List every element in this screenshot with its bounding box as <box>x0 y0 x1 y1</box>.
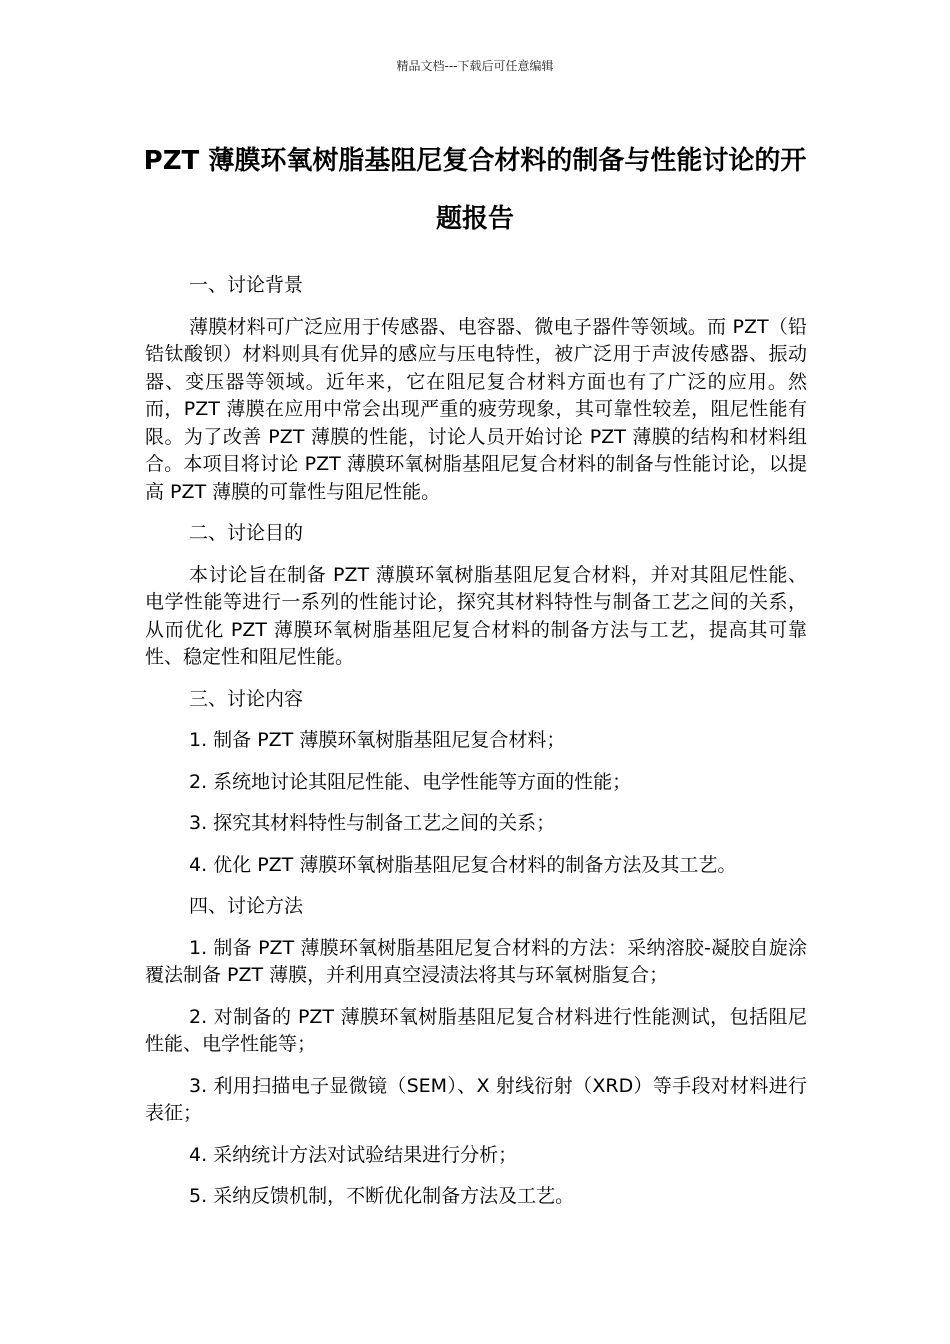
document-title: PZT 薄膜环氧树脂基阻尼复合材料的制备与性能讨论的开题报告 <box>143 146 807 234</box>
section-heading-background: 一、讨论背景 <box>189 274 304 296</box>
method-item: 4. 采纳统计方法对试验结果进行分析； <box>189 1143 518 1166</box>
method-item: 1. 制备 PZT 薄膜环氧树脂基阻尼复合材料的方法：采纳溶胶-凝胶自旋涂覆法制备 PZT 薄膜，并利用真空浸渍法将其与环氧树脂复合； <box>145 936 807 986</box>
header-note: 精品文档---下载后可任意编辑 <box>396 59 554 73</box>
section-heading-method: 四、讨论方法 <box>189 895 304 917</box>
method-item: 3. 利用扫描电子显微镜（SEM）、X 射线衍射（XRD）等手段对材料进行表征； <box>145 1074 807 1124</box>
content-item: 4. 优化 PZT 薄膜环氧树脂基阻尼复合材料的制备方法及其工艺。 <box>189 853 737 876</box>
document-body <box>145 272 807 1225</box>
purpose-paragraph: 本讨论旨在制备 PZT 薄膜环氧树脂基阻尼复合材料，并对其阻尼性能、电学性能等进行一系列的性能讨论，探究其材料特性与制备工艺之间的关系，从而优化 PZT 薄膜环氧树脂基阻尼复合材料的制备方法与工艺，提高其可靠性、稳定性和阻尼性能。 <box>145 563 807 668</box>
content-item: 1. 制备 PZT 薄膜环氧树脂基阻尼复合材料； <box>189 729 566 751</box>
content-item: 3. 探究其材料特性与制备工艺之间的关系； <box>189 812 556 834</box>
section-heading-purpose: 二、讨论目的 <box>189 522 304 544</box>
section-heading-content: 三、讨论内容 <box>189 687 304 710</box>
method-item: 5. 采纳反馈机制，不断优化制备方法及工艺。 <box>189 1185 575 1207</box>
background-paragraph: 薄膜材料可广泛应用于传感器、电容器、微电子器件等领域。而 PZT（铅锆钛酸钡）材料则具有优异的感应与压电特性，被广泛用于声波传感器、振动器、变压器等领域。近年来，它在阻尼复合材料方面也有了广泛的应用。然而，PZT 薄膜在应用中常会出现严重的疲劳现象，其可靠性较差，阻尼性能有限。为了改善 PZT 薄膜的性能，讨论人员开始讨论 PZT 薄膜的结构和材料组合。本项目将讨论 PZT 薄膜环氧树脂基阻尼复合材料的制备与性能讨论，以提高 PZT 薄膜的可靠性与阻尼性能。 <box>145 315 807 503</box>
method-item: 2. 对制备的 PZT 薄膜环氧树脂基阻尼复合材料进行性能测试，包括阻尼性能、电学性能等； <box>145 1005 807 1055</box>
content-item: 2. 系统地讨论其阻尼性能、电学性能等方面的性能； <box>189 770 632 793</box>
